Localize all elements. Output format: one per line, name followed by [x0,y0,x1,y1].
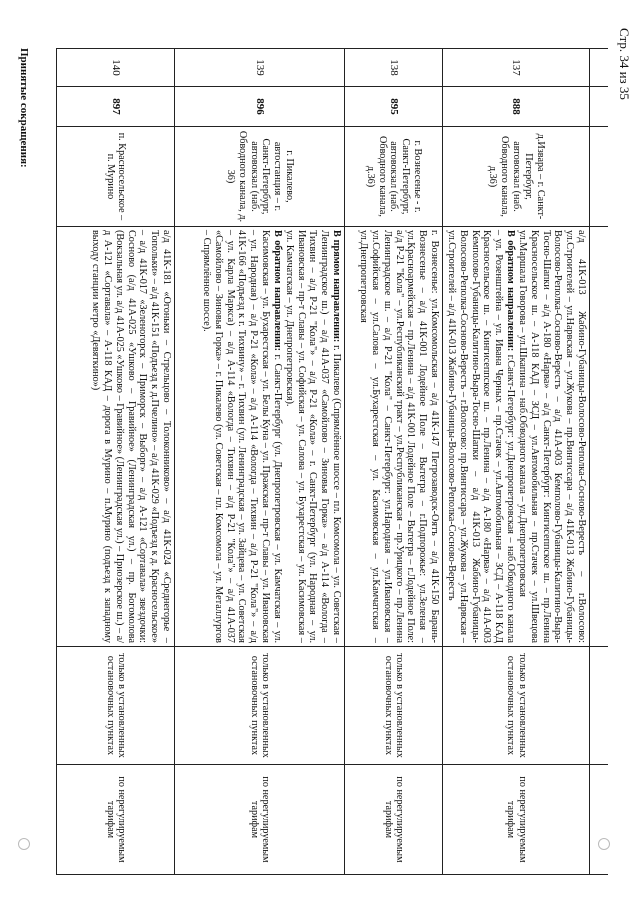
route-name: д.Извара – г. Санкт-Петербург, автовокзал (наб. Обводного канала, д.36) [443,127,590,227]
route-back-label: В обратном направлении: [271,230,283,352]
route-forward: а/д 41К-013 Жабино-Губаницы-Волосово-Реполка-Сосново-Верестъ – г.Волосово: ул.Строителей – ул.Нарвская – ул.Жукова – пр.Вингиссара – а/д 41К-013 Жабино-Губаницы-Волосово-Реполка-Сосново-Верестъ – а/д 41А-003 Кемполово-Губаницы-Калитино-Выра-Тосно-Шапки – а/д А-180 «Нарва» – а/д Санкт-Петербург: Кингисеппское ш. – пр.Ленина Красносельское ш. – А-118 КАД – ЗСД – ул.Автомобильная – пр.Стачек – ул.Швецова ул.Маршала Говорова – ул.Шкапина – наб.Обводного канала – ул.Днепропетровская [516,230,587,643]
tariff-type: по нерегулируемым тарифам [345,765,443,875]
table-row [443,49,590,875]
table-row [57,49,175,875]
route-back: г.Санкт-Петербург: ул.Днепропетровская – наб.Обводного канала – ул. Розенштейна – ул. Ивана Черных – пр.Стачек – ул.Автомобильная – ЗСД – А-118 КАД Красносельское ш. – Кингисеппское ш. – пр.Ленина – а/д А-180 «Нарва» – а/д 41А-003 Кемполово-Губаницы-Калитино-Выра-Тосно-Шапки – а/д 41К-013 Жабино-Губаницы-Волосово-Реполка-Сосново-Верестъ – г.Волосово: пр.Вингиссара – ул.Жукова – ул.Нарвская – ул.Строителей – а/д 41К-013 Жабино-Губаницы-Волосово-Реполка-Сосново-Верестъ [445,230,517,644]
tariff-type: по нерегулируемым тарифам [443,765,590,875]
punch-hole-mark [18,838,30,850]
row-index: 140 [57,49,175,87]
route-forward: г. Вознесенье: ул.Комсомольская – а/д 41К-147 Петрозаводск-Оятъ – а/д 41К-150 Барань-Вознесенье – а/д 41К-001 Лодейное Поле – Вытегра – г.Подпорожье: ул.Зеленая – ул.Красноармейская – пр.Ленина – а/д 41К-001 Лодейное Поле – Вытегра – г.Лодейное Поле: а/д Р-21 "Кола" – ул.Республиканский тракт – ул.Республиканская – пр.Урицкого – пр.Ленина Ленинградское ш. – а/д Р-21 "Кола" – Санкт-Петербург: ул.Народная – ул.Ивановская – ул.Софийская – ул.Салова – ул.Бухарестская – ул. Касимовская – ул.Камчатская – ул.Днепропетровская [358,230,441,643]
abbreviations-label: Принятые сокращения: [18,48,30,168]
routes-table [56,48,608,875]
page-number-label: Стр. 34 из 35 [617,28,632,100]
table-row [345,49,443,875]
stops-mode: только в установленных остановочных пунктах [345,647,443,765]
route-forward: а/д 41К-181 «Огоньки – Стрельцово – Толоконниково» – а/д 41К-024 «Среднегорье – Топольки» – а/д 41К-151 «Подъезд к д.Пчелино» – а/д 41К-029 «Подъезд к д. Красносельское» – а/д 41К-017 «Зеленогорск – Приморск – Выборг» – а/д А-121 «Сортавала» звездочки: Сосново (а/д 41А-025 «Ушково – Гравийное» (Ленинградская ул.) – пр. Богомолова (Вокзальная ул. а/д 41А-025 «Ушково – Гравийное» (Ленинградская ул.) – Приозерское ш.) – а/д А-121 «Сортавала» – А-118 КАД – дорога в Мурино – п.Мурино (подъезд к западному выходу станции метро «Девяткино») [90,230,173,643]
route-back-label: В обратном направлении: [505,230,517,352]
punch-hole-mark [598,838,610,850]
route-path [57,227,175,647]
route-number: 896 [175,87,345,127]
route-number: 888 [443,87,590,127]
stops-mode: только в установленных остановочных пунктах [443,647,590,765]
route-name: п. Красносельское – п. Мурино [57,127,175,227]
tariff-type: по нерегулируемым тарифам [57,765,175,875]
route-forward: г. Пикалево (Спрямлённое шоссе – пл. Комсомола – ул. Советская – Ленинградское ш.) – а/д 41А-037 «Самойлово – Зиновья Горка» – а/д А-114 «Вологда – Тихвин – а/д Р-21 "Кола"» – а/д Р-21 «Кола» – г. Санкт-Петербург (ул. Народная – ул. Ивановская – пр-т Славы – ул. Софийская – ул. Салова – ул. Бухарестская – ул. Касимовская – ул. Камчатская – ул. Днепропетровская). [283,230,343,643]
route-name: г. Пикалево, автостанция – г. Санкт-Петербург, автовокзал (наб. Обводного канала, д. 36) [175,127,345,227]
route-forward-label: В прямом направлении: [331,230,343,343]
route-path [175,227,345,647]
table-row [175,49,345,875]
row-index: 138 [345,49,443,87]
route-name: г. Вознесенье - г. Санкт-Петербург, автовокзал (наб. Обводного канала, д.36) [345,127,443,227]
route-number: 897 [57,87,175,127]
route-path [443,227,590,647]
row-index: 139 [175,49,345,87]
row-index: 137 [443,49,590,87]
table-top-row [590,49,609,875]
tariff-type: по нерегулируемым тарифам [175,765,345,875]
route-back: г. Санкт-Петербург (ул. Днепропетровская – ул. Камчатская – ул. Касимовская – ул. Бухарестская – ул. Белы Куна – ул. Пражская – пр-т Славы – ул. Ивановская – ул. Народная) – а/д Р-21 «Кола» – а/д А-114 «Вологда – Тихвин – а/д Р-21 "Кола"» – а/д 41К-166 «Подъезд к г. Тихвину» – г. Тихвин (ул. Ленинградская – ул. Зайцева – ул. Советская – ул. Карла Маркса) – а/д А-114 «Вологда – Тихвин – а/д Р-21 "Кола"» – а/д 41А-037 «Самойлово – Зиновья Горка» – г. Пикалево (ул. Советская – пл. Комсомола – ул. Металлургов – Спрямлённое шоссе). [200,230,283,643]
stops-mode: только в установленных остановочных пунктах [57,647,175,765]
route-number: 895 [345,87,443,127]
route-path [345,227,443,647]
stops-mode: только в установленных остановочных пунктах [175,647,345,765]
